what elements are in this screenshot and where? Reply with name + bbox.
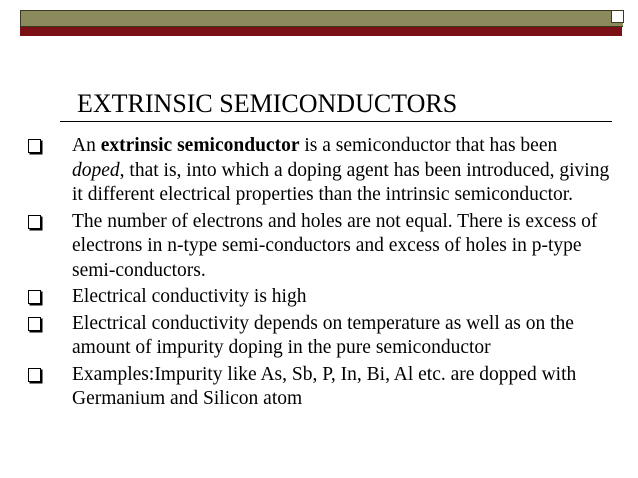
bullet-text: [72, 313, 574, 359]
hollow-square-bullet-icon: [28, 317, 41, 331]
bullet-list: [24, 134, 614, 414]
bullet-item: [24, 363, 614, 412]
title-underline: [60, 121, 612, 122]
bullet-text: [72, 364, 576, 410]
bullet-text-part: doped: [72, 159, 120, 181]
slide-title: EXTRINSIC SEMICONDUCTORS: [77, 89, 458, 118]
bullet-text: [72, 211, 597, 281]
bullet-item: [24, 210, 614, 284]
hollow-square-bullet-icon: [28, 215, 41, 229]
hollow-square-bullet-icon: [28, 368, 41, 382]
bullet-item: [24, 134, 614, 208]
bullet-text-part: Examples:Impurity like As, Sb, P, In, Bi, Al etc. are dopped with Germanium and Silicon atom: [72, 363, 577, 409]
bullet-text-part: , that is, into which a doping agent has been introduced, giving it different electrical properties than the intrinsic semiconductor.: [72, 159, 610, 205]
bullet-text-part: Electrical conductivity is high: [72, 286, 307, 307]
bullet-text-part: extrinsic semiconductor: [100, 135, 300, 156]
bullet-text-part: Electrical conductivity depends on temperature as well as on the amount of impurity doping in the pure semiconductor: [72, 312, 574, 358]
bullet-text: [72, 286, 306, 307]
header-accent-bar: [20, 27, 622, 36]
header-decoration-bar: [20, 10, 623, 27]
hollow-square-bullet-icon: [28, 139, 41, 153]
bullet-item: [24, 312, 614, 361]
bullet-text-part: is a semiconductor that has been: [299, 135, 558, 156]
bullet-text: [72, 135, 609, 205]
hollow-square-bullet-icon: [28, 290, 41, 304]
header-corner-square: [611, 10, 624, 23]
bullet-item: [24, 285, 614, 310]
bullet-text-part: The number of electrons and holes are not equal. There is excess of electrons in n-type semi-conductors and excess of holes in p-type semi-conductors.: [72, 210, 598, 281]
bullet-text-part: An: [72, 135, 101, 156]
